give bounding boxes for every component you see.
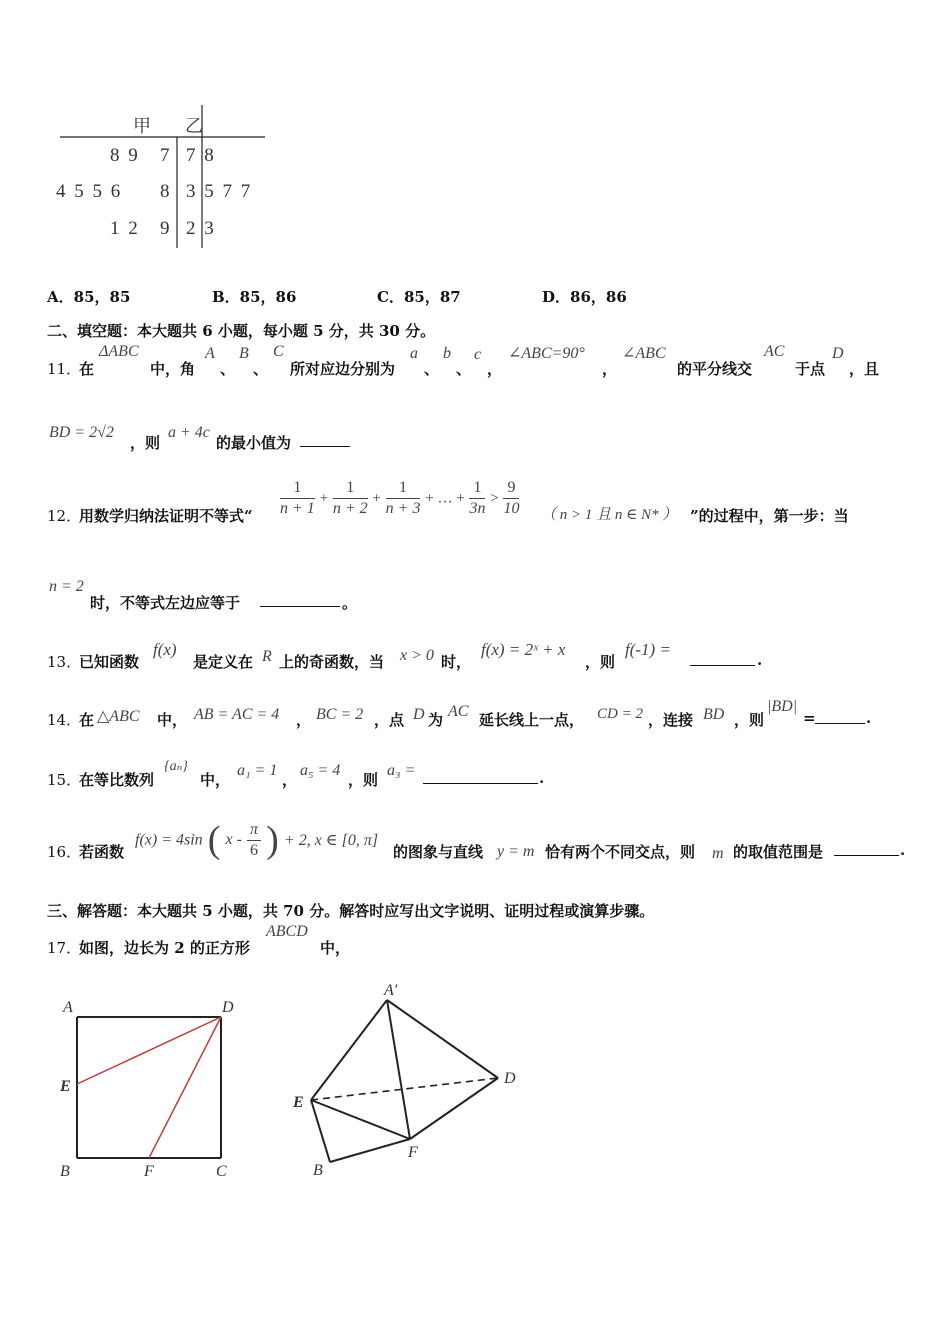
q11-answer-blank[interactable]: [300, 432, 350, 447]
row1-leaves-right: 7 8: [186, 145, 214, 166]
q13-number: 13．: [47, 653, 82, 671]
q15-text: ，则: [348, 771, 379, 789]
row2-leaves-right: 3 5 7 7: [186, 181, 251, 202]
label-A: A: [63, 999, 73, 1016]
q12-frac1: $\frac{1}{n + 1}$: [280, 479, 315, 517]
q16-end: .: [900, 841, 906, 859]
q12-text: ”的过程中，第一步：当: [690, 507, 849, 525]
q11-angle2: ∠ABC: [622, 345, 666, 362]
q12-text: 用数学归纳法证明不等式“: [79, 507, 253, 525]
option-d: D．86，86: [542, 288, 627, 306]
q15-text: 在等比数列: [79, 771, 155, 789]
q11-angle: ∠ABC=90°: [508, 345, 585, 362]
q11-text: 的最小值为: [216, 434, 292, 452]
q12-inequality: $\frac{1}{n + 1}$ + $\frac{1}{n + 2}$ + $\frac{1}{n + 3}$ + … + $\frac{1}{3n}$ > $\frac{9}{10}$: [280, 479, 520, 517]
label-E: E: [293, 1094, 304, 1111]
q12-frac4: $\frac{1}{3n}$: [469, 479, 486, 517]
label-D: D: [222, 999, 234, 1016]
q11-text: ，且: [849, 360, 880, 378]
q14-triangle: △ABC: [97, 708, 140, 725]
q14-text: ，连接: [648, 711, 694, 729]
label-F: F: [144, 1163, 154, 1180]
q13-answer-blank[interactable]: [690, 651, 755, 666]
segment-FD: [149, 1017, 221, 1158]
q12-text: 时，不等式左边应等于: [90, 594, 241, 612]
q14-D: D: [413, 706, 425, 723]
edge-AF: [387, 1000, 410, 1139]
q14-text: 延长线上一点，: [479, 711, 585, 729]
q12-condition: （ n > 1 且 n ∈ N* ）: [541, 507, 678, 523]
label-C: C: [216, 1163, 227, 1180]
q11-text: ，则: [130, 434, 161, 452]
edge-EB: [311, 1100, 330, 1162]
q14-answer-blank[interactable]: [815, 709, 865, 724]
q13-R: R: [262, 648, 272, 665]
q15-answer-blank[interactable]: [423, 769, 538, 784]
option-b: B．85，86: [212, 288, 297, 306]
q11-sep: ，: [487, 360, 503, 378]
option-a: A．85，85: [47, 288, 131, 306]
label-E: E: [60, 1078, 71, 1095]
q13-fx: f(x): [153, 640, 177, 659]
q14-text: ，则: [734, 711, 765, 729]
row2-stem: 8: [160, 181, 170, 202]
q12-frac3: $\frac{1}{n + 3}$: [385, 479, 421, 517]
q12-frac2: $\frac{1}{n + 2}$: [332, 479, 368, 517]
q17-text: 如图，边长为 2 的正方形: [79, 939, 250, 957]
q11-sep: 、: [253, 360, 269, 378]
q15-e3: a₃ =: [387, 762, 416, 779]
section3-title: 三、解答题：本大题共 5 小题，共 70 分。解答时应写出文字说明、证明过程或演算步骤。: [47, 902, 655, 920]
q11-triangle: ΔABC: [99, 343, 139, 360]
q11-b: b: [443, 345, 451, 362]
q13-cond: x > 0: [400, 647, 434, 664]
q12-answer-blank[interactable]: [260, 592, 340, 607]
q14-e3: CD = 2: [597, 706, 643, 722]
q16-text: 恰有两个不同交点，则: [545, 843, 696, 861]
q13-query: f(-1) =: [625, 640, 671, 659]
q14-e1: AB = AC = 4: [194, 706, 280, 723]
q14-eq: =: [803, 709, 816, 727]
q14-text: 中，: [157, 711, 188, 729]
q11-sep: 、: [220, 360, 236, 378]
q13-def: f(x) = 2ˣ + x: [481, 640, 566, 659]
section2-title: 二、填空题：本大题共 6 小题，每小题 5 分，共 30 分。: [47, 322, 436, 340]
q16-m: m: [712, 845, 724, 862]
figure-square: [50, 990, 250, 1190]
q16-text: 的取值范围是: [733, 843, 824, 861]
row3-stem: 9: [160, 218, 170, 239]
edge-BF: [330, 1139, 410, 1162]
q14-end: .: [866, 709, 872, 727]
q11-sep: 、: [456, 360, 472, 378]
q12-n2: n = 2: [49, 578, 84, 595]
q11-text: 于点: [795, 360, 826, 378]
q11-C: C: [273, 343, 284, 360]
segment-ED: [77, 1017, 221, 1084]
row3-leaves-left: 1 2: [110, 218, 138, 239]
edge-AD: [387, 1000, 498, 1078]
q13-text: 已知函数: [79, 653, 140, 671]
header-yi: 乙: [185, 116, 203, 136]
q15-end: .: [539, 769, 545, 787]
q16-text: 若函数: [79, 843, 125, 861]
q14-e2: BC = 2: [316, 706, 364, 723]
q16-text: 的图象与直线: [393, 843, 484, 861]
q11-AC: AC: [764, 343, 785, 360]
label-B: B: [60, 1163, 70, 1180]
q14-text: 在: [79, 711, 95, 729]
q14-text: ，点: [374, 711, 405, 729]
q12-dots: + … +: [425, 490, 465, 507]
q14-text: 为: [428, 711, 444, 729]
row2-leaves-left: 4 5 5 6: [56, 181, 121, 202]
q16-function: f(x) = 4sin ( x - $\frac{\pi}{6}$ ) + 2, x ∈ [0, π]: [135, 819, 379, 861]
q14-BD: BD: [703, 706, 725, 723]
q11-expr: a + 4c: [168, 424, 210, 441]
q11-sep: 、: [424, 360, 440, 378]
q11-A: A: [205, 345, 215, 362]
q15-number: 15．: [47, 771, 82, 789]
q16-frac: $\frac{\pi}{6}$: [247, 820, 261, 861]
q12-end: 。: [342, 594, 358, 612]
header-jia: 甲: [133, 116, 151, 136]
q11-number: 11．: [47, 360, 82, 378]
q13-end: .: [757, 651, 763, 669]
q17-number: 17．: [47, 939, 82, 957]
label-F: F: [408, 1144, 418, 1161]
edge-AE: [311, 1000, 387, 1100]
q13-text: ，则: [585, 653, 616, 671]
row3-leaves-right: 2 3: [186, 218, 214, 239]
q15-e2: a₅ = 4: [300, 762, 341, 779]
q11-text: 中，角: [150, 360, 196, 378]
q14-number: 14．: [47, 711, 82, 729]
q11-text: 在: [79, 360, 95, 378]
q17-text: 中，: [320, 939, 351, 957]
q16-number: 16．: [47, 843, 82, 861]
q13-text: 上的奇函数，当: [279, 653, 385, 671]
q16-line: y = m: [497, 843, 535, 860]
q15-e1: a₁ = 1: [237, 762, 278, 779]
label-B: B: [313, 1162, 323, 1179]
q12-number: 12．: [47, 507, 82, 525]
option-c: C．85，87: [377, 288, 461, 306]
figure-folded: [280, 975, 540, 1185]
row1-leaves-left: 8 9: [110, 145, 138, 166]
q15-text: 中，: [200, 771, 231, 789]
q13-text: 是定义在: [193, 653, 254, 671]
q12-gt: >: [490, 490, 499, 507]
q11-c: c: [474, 346, 482, 363]
q13-text: 时，: [441, 653, 472, 671]
q12-frac5: $\frac{9}{10}$: [503, 479, 520, 517]
q11-sep: ，: [602, 360, 618, 378]
q16-answer-blank[interactable]: [834, 841, 899, 856]
q14-AC: AC: [448, 703, 469, 720]
q14-sep: ，: [296, 711, 312, 729]
q11-a: a: [410, 345, 418, 362]
q11-text: 的平分线交: [677, 360, 753, 378]
q11-text: 所对应边分别为: [290, 360, 396, 378]
label-D: D: [504, 1070, 516, 1087]
row1-stem: 7: [160, 145, 170, 166]
q11-bd: BD = 2√2: [49, 424, 114, 441]
q11-D: D: [832, 345, 844, 362]
q11-B: B: [239, 345, 249, 362]
q14-abs: |BD|: [767, 698, 798, 715]
q17-square: ABCD: [266, 923, 308, 940]
q15-sep: ，: [282, 771, 298, 789]
edge-EF: [311, 1100, 410, 1139]
q15-seq: {aₙ}: [164, 759, 188, 774]
label-A-prime: A′: [384, 982, 398, 999]
